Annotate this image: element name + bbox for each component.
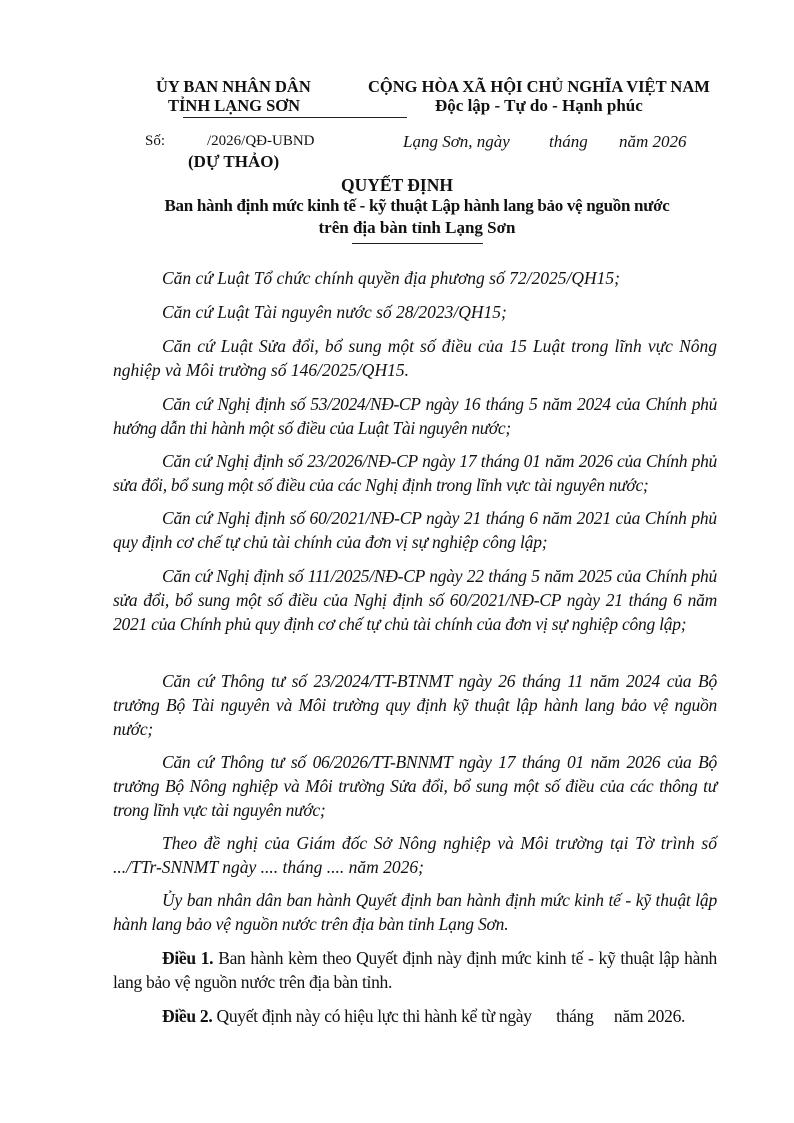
- legal-basis-9: Căn cứ Thông tư số 06/2026/TT-BNNMT ngày 17 tháng 01 năm 2026 của Bộ trưởng Bộ Nông nghiệp và Môi trường Sửa đổi, bổ sung một số điều của các thông tư trong lĩnh vực tài nguyên nước;: [113, 752, 717, 820]
- document-title: QUYẾT ĐỊNH: [341, 175, 453, 195]
- legal-basis-6: Căn cứ Nghị định số 60/2021/NĐ-CP ngày 21 tháng 6 năm 2021 của Chính phủ quy định cơ chế tự chủ tài chính của đơn vị sự nghiệp công lập;: [113, 508, 717, 552]
- legal-basis-5: Căn cứ Nghị định số 23/2026/NĐ-CP ngày 17 tháng 01 năm 2026 của Chính phủ sửa đổi, bổ sung một số điều của các Nghị định trong lĩnh vực tài nguyên nước;: [113, 451, 717, 495]
- document-number: /2026/QĐ-UBND: [207, 133, 315, 149]
- province-name: TỈNH LẠNG SƠN: [168, 96, 301, 115]
- issuing-authority: ỦY BAN NHÂN DÂN: [156, 77, 311, 96]
- article-1-text: Ban hành kèm theo Quyết định này định mức kinh tế - kỹ thuật lập hành lang bảo vệ nguồn nước trên địa bàn tỉnh.: [113, 948, 717, 992]
- legal-basis-7: Căn cứ Nghị định số 111/2025/NĐ-CP ngày 22 tháng 5 năm 2025 của Chính phủ sửa đổi, bổ sung một số điều của Nghị định số 60/2021/NĐ-CP ngày 21 tháng 6 năm 2021 của Chính phủ quy định cơ chế tự chủ tài chính của đơn vị sự nghiệp công lập;: [113, 566, 717, 634]
- article-2-text: Quyết định này có hiệu lực thi hành kể từ ngày tháng năm 2026.: [212, 1006, 686, 1026]
- legal-basis-3: Căn cứ Luật Sửa đổi, bổ sung một số điều của 15 Luật trong lĩnh vực Nông nghiệp và Môi trường số 146/2025/QH15.: [113, 336, 717, 380]
- legal-basis-2: Căn cứ Luật Tài nguyên nước số 28/2023/QH15;: [162, 302, 507, 322]
- issuance-statement: Ủy ban nhân dân ban hành Quyết định ban hành định mức kinh tế - kỹ thuật lập hành lang bảo vệ nguồn nước trên địa bàn tỉnh Lạng Sơn.: [113, 890, 717, 934]
- article-1-label: Điều 1.: [162, 948, 214, 968]
- legal-basis-4: Căn cứ Nghị định số 53/2024/NĐ-CP ngày 16 tháng 5 năm 2024 của Chính phủ hướng dẫn thi hành một số điều của Luật Tài nguyên nước;: [113, 394, 717, 438]
- article-2-label: Điều 2.: [162, 1006, 213, 1026]
- national-title: CỘNG HÒA XÃ HỘI CHỦ NGHĨA VIỆT NAM: [368, 77, 710, 96]
- date-month: tháng: [549, 132, 588, 151]
- header-underline-left: [183, 117, 407, 118]
- legal-basis-1: Căn cứ Luật Tổ chức chính quyền địa phương số 72/2025/QH15;: [162, 268, 620, 288]
- draft-label: (DỰ THẢO): [188, 152, 280, 171]
- document-number-label: Số:: [145, 133, 166, 149]
- document-subtitle-line1: Ban hành định mức kinh tế - kỹ thuật Lập hành lang bảo vệ nguồn nước: [164, 196, 670, 215]
- document-subtitle-line2: trên địa bàn tỉnh Lạng Sơn: [318, 218, 516, 237]
- article-2: [113, 1004, 717, 1028]
- national-motto: Độc lập - Tự do - Hạnh phúc: [435, 96, 643, 115]
- article-1: [113, 946, 717, 994]
- place-date: Lạng Sơn, ngày: [403, 132, 510, 151]
- title-underline: [352, 243, 483, 244]
- legal-basis-8: Căn cứ Thông tư số 23/2024/TT-BTNMT ngày 26 tháng 11 năm 2024 của Bộ trưởng Bộ Tài nguyên và Môi trường quy định kỹ thuật lập hành lang bảo vệ nguồn nước;: [113, 671, 717, 739]
- proposal: Theo đề nghị của Giám đốc Sở Nông nghiệp và Môi trường tại Tờ trình số .../TTr-SNNMT ngày .... tháng .... năm 2026;: [113, 833, 717, 877]
- date-year: năm 2026: [619, 132, 687, 151]
